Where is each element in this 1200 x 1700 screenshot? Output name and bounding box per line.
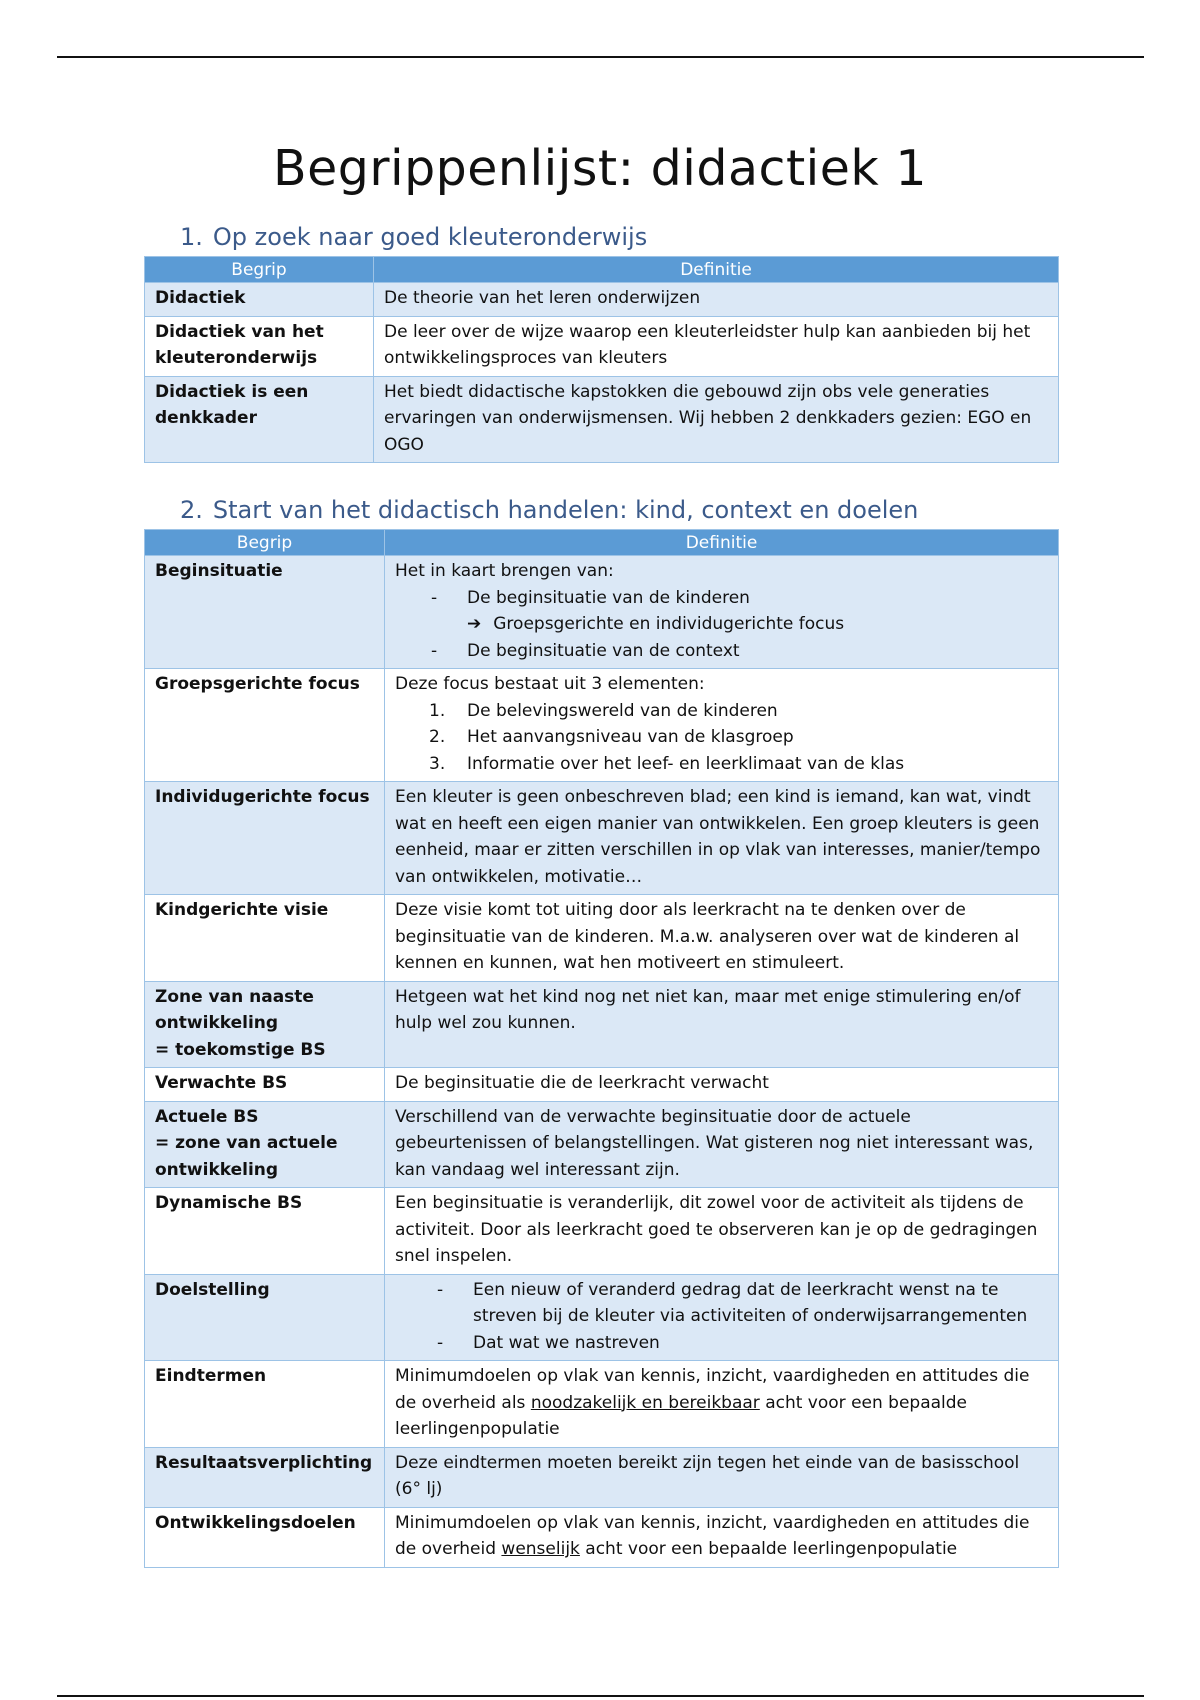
definition-cell: Een beginsituatie is veranderlijk, dit zowel voor de activiteit als tijdens de activiteit. Door als leerkracht goed te observeren kan je op de gedragingen snel inspelen. bbox=[385, 1188, 1059, 1275]
list-item: 2. Het aanvangsniveau van de klasgroep bbox=[429, 727, 794, 747]
definition-cell: Een kleuter is geen onbeschreven blad; een kind is iemand, kan wat, vindt wat en heeft een eigen manier van ontwikkelen. Een groep kleuters is geen eenheid, maar er zitten verschillen in op vlak van interesses, manier/tempo van ontwikkelen, motivatie… bbox=[385, 782, 1059, 895]
page-title: Begrippenlijst: didactiek 1 bbox=[272, 140, 928, 197]
definition-cell: De beginsituatie die de leerkracht verwacht bbox=[385, 1068, 1059, 1102]
top-rule bbox=[57, 56, 1144, 58]
column-header-term: Begrip bbox=[145, 530, 385, 556]
table-row bbox=[145, 1274, 1059, 1361]
column-header-term: Begrip bbox=[145, 257, 374, 283]
term-cell: Verwachte BS bbox=[145, 1068, 385, 1102]
list-item: 3. Informatie over het leef- en leerklimaat van de klas bbox=[429, 753, 905, 774]
section-1 bbox=[144, 222, 1058, 463]
table-row bbox=[145, 283, 1059, 317]
table-row bbox=[145, 1361, 1059, 1448]
section-2-heading bbox=[180, 495, 1058, 525]
definition-cell bbox=[385, 669, 1059, 782]
definition-cell bbox=[385, 556, 1059, 669]
term-cell: Eindtermen bbox=[145, 1361, 385, 1448]
definition-intro: Het in kaart brengen van: bbox=[395, 561, 614, 581]
table-row bbox=[145, 669, 1059, 782]
table-row bbox=[145, 1101, 1059, 1188]
section-1-table bbox=[144, 256, 1059, 463]
term-cell: Dynamische BS bbox=[145, 1188, 385, 1275]
table-header-row bbox=[145, 257, 1059, 283]
term-cell: Didactiek is een denkkader bbox=[145, 376, 374, 463]
list-item: - De beginsituatie van de context bbox=[431, 640, 740, 661]
definition-cell: Deze eindtermen moeten bereikt zijn tegen het einde van de basisschool (6° lj) bbox=[385, 1447, 1059, 1507]
term-cell: Didactiek van het kleuteronderwijs bbox=[145, 316, 374, 376]
definition-cell: Hetgeen wat het kind nog net niet kan, maar met enige stimulering en/of hulp wel zou kunnen. bbox=[385, 981, 1059, 1068]
section-1-number: 1. bbox=[180, 223, 203, 251]
definition-cell: De theorie van het leren onderwijzen bbox=[374, 283, 1059, 317]
bottom-rule bbox=[57, 1695, 1144, 1697]
definition-cell: De leer over de wijze waarop een kleuterleidster hulp kan aanbieden bij het ontwikkelingsproces van kleuters bbox=[374, 316, 1059, 376]
table-row bbox=[145, 376, 1059, 463]
table-row bbox=[145, 895, 1059, 982]
table-row bbox=[145, 782, 1059, 895]
table-header-row bbox=[145, 530, 1059, 556]
table-row bbox=[145, 316, 1059, 376]
list-item: - Een nieuw of veranderd gedrag dat de leerkracht wenst na te streven bij de kleuter via activiteiten of onderwijsarrangementen bbox=[437, 1279, 1028, 1326]
definition-cell: Minimumdoelen op vlak van kennis, inzicht, vaardigheden en attitudes die de overheid als noodzakelijk en bereikbaar acht voor een bepaalde leerlingenpopulatie bbox=[385, 1361, 1059, 1448]
section-2-title: Start van het didactisch handelen: kind, context en doelen bbox=[212, 496, 919, 524]
section-2-number: 2. bbox=[180, 496, 203, 524]
term-cell: Zone van naaste ontwikkeling = toekomstige BS bbox=[145, 981, 385, 1068]
term-cell: Beginsituatie bbox=[145, 556, 385, 669]
term-cell: Didactiek bbox=[145, 283, 374, 317]
arrow-right-icon: ➔ bbox=[467, 614, 482, 634]
underlined-text: wenselijk bbox=[501, 1539, 580, 1559]
section-1-heading bbox=[180, 222, 1058, 252]
definition-cell: Deze visie komt tot uiting door als leerkracht na te denken over de beginsituatie van de kinderen. M.a.w. analyseren over wat de kinderen al kennen en kunnen, wat hen motiveert en stimuleert. bbox=[385, 895, 1059, 982]
column-header-definition: Definitie bbox=[385, 530, 1059, 556]
list-item: ➔ Groepsgerichte en individugerichte focus bbox=[467, 614, 845, 634]
term-cell: Ontwikkelingsdoelen bbox=[145, 1507, 385, 1567]
list-item: - Dat wat we nastreven bbox=[437, 1332, 660, 1353]
term-cell: Kindgerichte visie bbox=[145, 895, 385, 982]
table-row bbox=[145, 1507, 1059, 1567]
definition-cell: Verschillend van de verwachte beginsituatie door de actuele gebeurtenissen of belangstellingen. Wat gisteren nog niet interessant was, kan vandaag wel interessant zijn. bbox=[385, 1101, 1059, 1188]
list-item: - De beginsituatie van de kinderen bbox=[431, 587, 750, 608]
section-2 bbox=[144, 495, 1058, 1568]
section-2-table bbox=[144, 529, 1059, 1568]
table-row bbox=[145, 1068, 1059, 1102]
column-header-definition: Definitie bbox=[374, 257, 1059, 283]
list-item: 1. De belevingswereld van de kinderen bbox=[429, 700, 778, 721]
term-cell: Groepsgerichte focus bbox=[145, 669, 385, 782]
table-row bbox=[145, 1188, 1059, 1275]
term-cell: Individugerichte focus bbox=[145, 782, 385, 895]
term-cell: Resultaatsverplichting bbox=[145, 1447, 385, 1507]
term-cell: Doelstelling bbox=[145, 1274, 385, 1361]
table-row bbox=[145, 981, 1059, 1068]
definition-intro: Deze focus bestaat uit 3 elementen: bbox=[395, 674, 705, 694]
section-1-title: Op zoek naar goed kleuteronderwijs bbox=[212, 223, 648, 251]
definition-cell: Het biedt didactische kapstokken die gebouwd zijn obs vele generaties ervaringen van onderwijsmensen. Wij hebben 2 denkkaders gezien: EGO en OGO bbox=[374, 376, 1059, 463]
table-row bbox=[145, 556, 1059, 669]
definition-cell bbox=[385, 1274, 1059, 1361]
table-row bbox=[145, 1447, 1059, 1507]
underlined-text: noodzakelijk en bereikbaar bbox=[530, 1392, 760, 1413]
term-cell: Actuele BS = zone van actuele ontwikkeling bbox=[145, 1101, 385, 1188]
definition-cell: Minimumdoelen op vlak van kennis, inzicht, vaardigheden en attitudes die de overheid wenselijk acht voor een bepaalde leerlingenpopulatie bbox=[385, 1507, 1059, 1567]
